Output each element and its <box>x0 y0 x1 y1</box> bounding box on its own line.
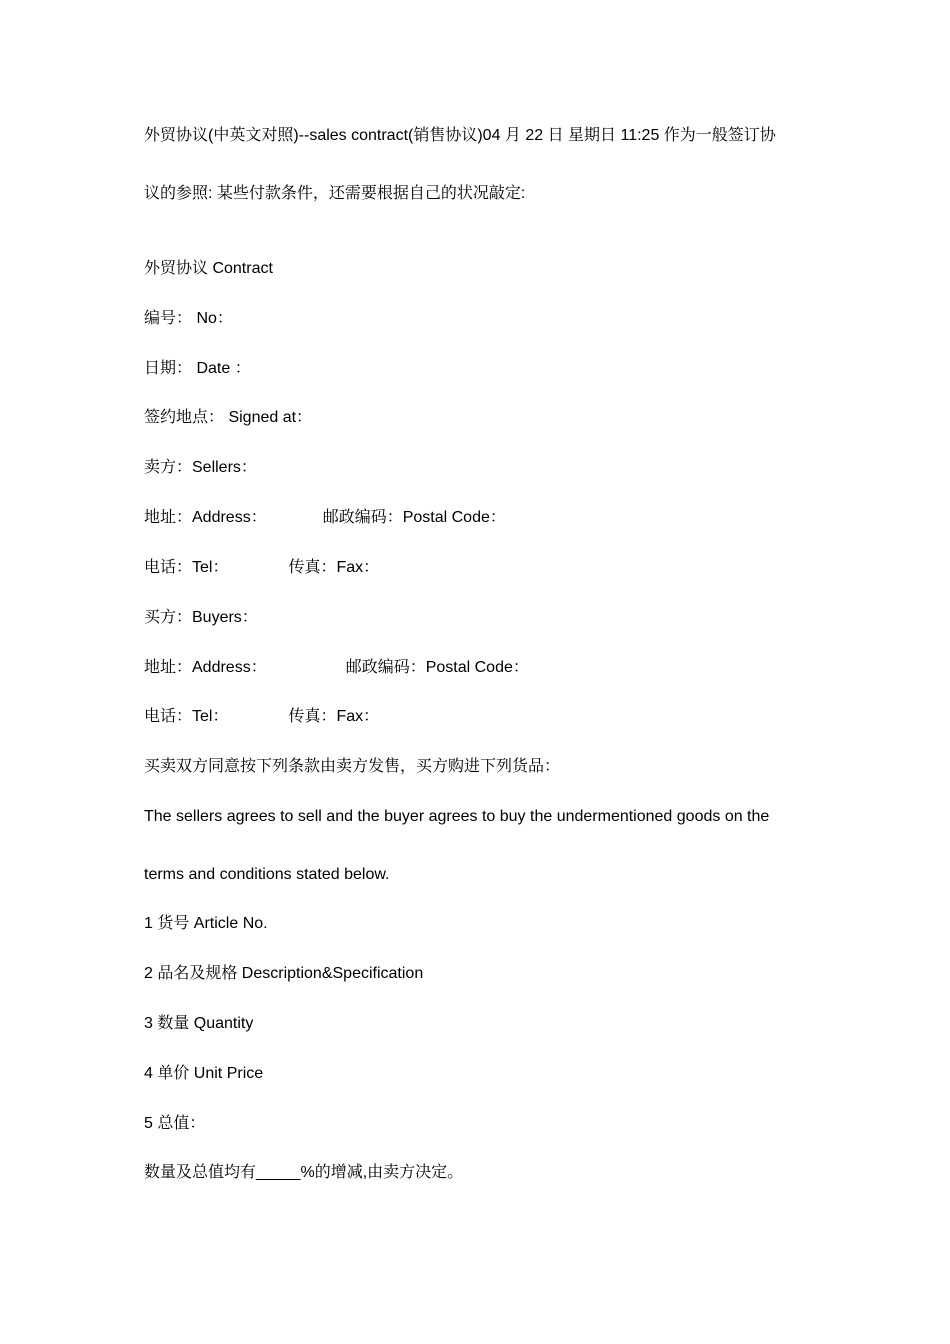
item-quantity: 3 数量 Quantity <box>144 1015 254 1032</box>
item-unit-price: 4 单价 Unit Price <box>144 1065 264 1082</box>
buyer-contact-row <box>144 707 379 727</box>
seller-label: 卖方：Sellers： <box>144 459 257 476</box>
agreement-chinese: 买卖双方同意按下列条款由卖方发售，买方购进下列货品： <box>144 758 561 775</box>
contract-title: 外贸协议 Contract <box>144 260 273 277</box>
seller-address-row <box>144 508 506 528</box>
seller-postal-field: 邮政编码：Postal Code： <box>322 509 506 526</box>
tolerance-clause: 数量及总值均有_____%的增减,由卖方决定。 <box>144 1164 464 1181</box>
seller-fax-field: 传真：Fax： <box>288 559 380 576</box>
signed-at-field: 签约地点： Signed at： <box>144 409 313 426</box>
buyer-tel-field: 电话：Tel： <box>144 708 229 725</box>
contract-number-field: 编号： No： <box>144 310 233 327</box>
contract-date-field: 日期： Date ： <box>144 360 251 377</box>
item-total-value: 5 总值： <box>144 1115 206 1132</box>
agreement-english-line-1: The sellers agrees to sell and the buyer agrees to buy the undermentioned goods on the <box>144 808 770 825</box>
item-article-no: 1 货号 Article No. <box>144 915 268 932</box>
intro-line-2: 议的参照: 某些付款条件，还需要根据自己的状况敲定: <box>144 185 526 202</box>
seller-address-field: 地址：Address： <box>144 509 267 526</box>
buyer-address-field: 地址：Address： <box>144 659 267 676</box>
seller-contact-row <box>144 558 379 578</box>
buyer-postal-field: 邮政编码：Postal Code： <box>345 659 529 676</box>
buyer-label: 买方：Buyers： <box>144 609 258 626</box>
seller-tel-field: 电话：Tel： <box>144 559 229 576</box>
intro-line-1: 外贸协议(中英文对照)--sales contract(销售协议)04 月 22 日 星期日 11:25 作为一般签订协 <box>144 127 776 144</box>
buyer-address-row <box>144 658 529 678</box>
buyer-fax-field: 传真：Fax： <box>288 708 380 725</box>
item-description: 2 品名及规格 Description&Specification <box>144 965 424 982</box>
agreement-english-line-2: terms and conditions stated below. <box>144 866 390 883</box>
